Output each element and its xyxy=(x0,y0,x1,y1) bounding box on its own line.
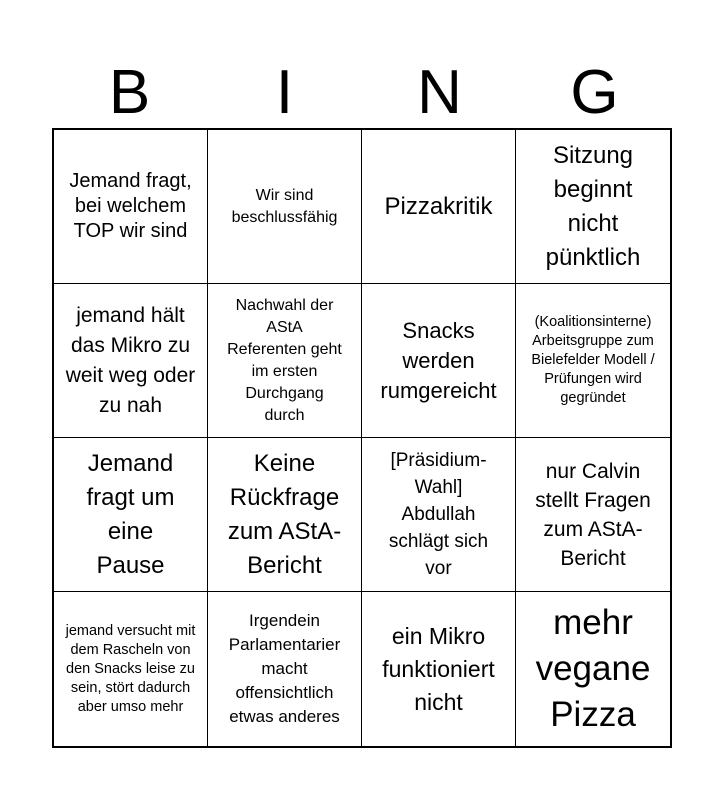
bingo-cell[interactable] xyxy=(516,130,670,284)
bingo-header xyxy=(52,58,672,128)
cell-text: nur Calvin stellt Fragen zum AStA-Bericht xyxy=(535,459,651,570)
cell-text: Snacks werden rumgereicht xyxy=(380,317,497,403)
bingo-cell[interactable] xyxy=(516,438,670,592)
bingo-cell[interactable] xyxy=(516,592,670,746)
cell-text: Jemand fragt um eine Pause xyxy=(86,449,175,579)
header-letter-g: G xyxy=(570,58,619,127)
bingo-cell[interactable] xyxy=(362,130,516,284)
cell-text: Irgendein Parlamentarier macht offensichtlich etwas anderes xyxy=(228,611,341,726)
bingo-cell[interactable] xyxy=(362,592,516,746)
header-letter-i: I xyxy=(275,58,294,127)
cell-text: mehr vegane Pizza xyxy=(535,603,651,734)
bingo-cell[interactable] xyxy=(54,592,208,746)
bingo-cell[interactable] xyxy=(54,438,208,592)
header-letter-n: N xyxy=(417,58,462,127)
bingo-cell[interactable] xyxy=(208,130,362,284)
cell-text: Keine Rückfrage zum AStA-Bericht xyxy=(227,449,342,579)
cell-text: Sitzung beginnt nicht pünktlich xyxy=(545,141,641,271)
cell-text: Wir sind beschlussfähig xyxy=(231,186,338,226)
bingo-cell[interactable] xyxy=(54,130,208,284)
header-letter-b: B xyxy=(108,58,151,127)
bingo-cell[interactable] xyxy=(54,284,208,438)
bingo-board xyxy=(52,128,672,748)
bingo-cell[interactable] xyxy=(362,284,516,438)
bingo-cell[interactable] xyxy=(208,284,362,438)
cell-text: jemand hält das Mikro zu weit weg oder zu nah xyxy=(65,303,196,417)
cell-text: jemand versucht mit dem Rascheln von den Snacks leise zu sein, stört dadurch aber umso mehr xyxy=(65,622,196,715)
cell-text: ein Mikro funktioniert nicht xyxy=(382,622,495,715)
cell-text: Jemand fragt, bei welchem TOP wir sind xyxy=(69,170,192,242)
cell-text: [Präsidium-Wahl] Abdullah schlägt sich vor xyxy=(388,450,489,579)
bingo-cell[interactable] xyxy=(516,284,670,438)
bingo-cell[interactable] xyxy=(208,438,362,592)
bingo-cell[interactable] xyxy=(208,592,362,746)
bingo-cell[interactable] xyxy=(362,438,516,592)
cell-text: Pizzakritik xyxy=(384,192,493,220)
cell-text: Nachwahl der AStA Referenten geht im ersten Durchgang durch xyxy=(227,296,342,424)
cell-text: (Koalitionsinterne) Arbeitsgruppe zum Bielefelder Modell / Prüfungen wird gegründet xyxy=(531,314,655,406)
